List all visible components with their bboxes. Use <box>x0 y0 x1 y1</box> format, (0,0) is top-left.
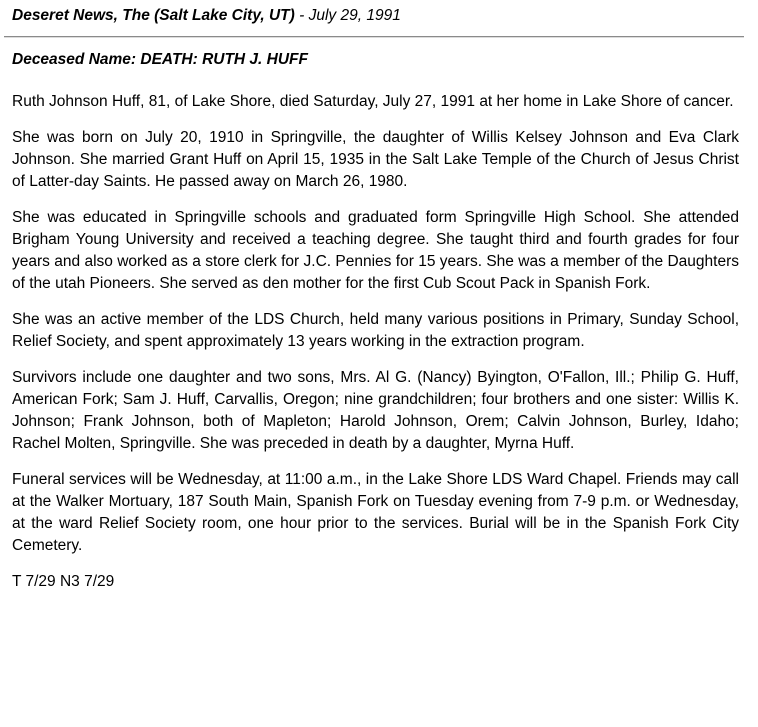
header-separator: - <box>294 7 309 24</box>
deceased-name-title: Deceased Name: DEATH: RUTH J. HUFF <box>12 51 308 68</box>
paragraph-education-work: She was educated in Springville schools and graduated form Springville High School. She attended Brigham Young University and received a teaching degree. She taught third and fourth grades for four years and also worked as a store clerk for J.C. Pennies for 15 years. She was a member of the Daughters of the utah Pioneers. She served as den mother for the first Cub Scout Pack in Spanish Fork. <box>12 209 739 292</box>
paragraph-birth-marriage: She was born on July 20, 1910 in Springville, the daughter of Willis Kelsey Johnson and Eva Clark Johnson. She married Grant Huff on April 15, 1935 in the Salt Lake Temple of the Church of Jesus Christ of Latter-day Saints. He passed away on March 26, 1980. <box>12 129 739 190</box>
paragraph-church-service: She was an active member of the LDS Church, held many various positions in Primary, Sunday School, Relief Society, and spent approximately 13 years working in the extraction program. <box>12 311 739 350</box>
newspaper-name: Deseret News, The (Salt Lake City, UT) <box>12 7 295 24</box>
header-divider <box>4 36 744 38</box>
obituary-body <box>12 91 739 607</box>
publication-date: July 29, 1991 <box>308 7 401 24</box>
source-header <box>12 6 401 26</box>
paragraph-survivors: Survivors include one daughter and two sons, Mrs. Al G. (Nancy) Byington, O'Fallon, Ill.; Philip G. Huff, American Fork; Sam J. Huff, Carvallis, Oregon; nine grandchildren; four brothers and one sister: Willis K. Johnson; Frank Johnson, both of Mapleton; Harold Johnson, Orem; Calvin Johnson, Burley, Idaho; Rachel Molten, Springville. She was preceded in death by a daughter, Myrna Huff. <box>12 369 739 452</box>
publication-tag: T 7/29 N3 7/29 <box>12 573 115 590</box>
paragraph-funeral: Funeral services will be Wednesday, at 11:00 a.m., in the Lake Shore LDS Ward Chapel. Friends may call at the Walker Mortuary, 187 South Main, Spanish Fork on Tuesday evening from 7-9 p.m. or Wednesday, at the ward Relief Society room, one hour prior to the services. Burial will be in the Spanish Fork City Cemetery. <box>12 471 739 554</box>
paragraph-death-notice: Ruth Johnson Huff, 81, of Lake Shore, died Saturday, July 27, 1991 at her home in Lake Shore of cancer. <box>12 93 734 110</box>
